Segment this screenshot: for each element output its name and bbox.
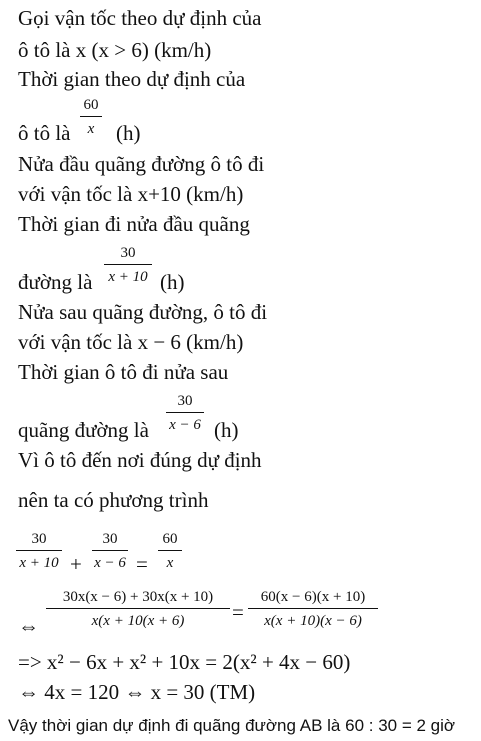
text-line-14: nên ta có phương trình bbox=[18, 488, 209, 512]
eq1-fraction-c bbox=[158, 530, 182, 572]
eq3-line: => x² − 6x + x² + 10x = 2(x² + 4x − 60) bbox=[18, 650, 351, 674]
fraction-denominator: x + 10 bbox=[108, 269, 148, 285]
fraction-numerator: 60 bbox=[83, 97, 99, 113]
fraction-denominator: x − 6 bbox=[169, 417, 201, 433]
fraction-numerator: 60(x − 6)(x + 10) bbox=[260, 589, 366, 605]
conclusion-text: Vậy thời gian dự định đi quãng đường AB là 60 : 30 = 2 giờ bbox=[8, 716, 456, 735]
text-line-6: với vận tốc là x+10 (km/h) bbox=[18, 182, 244, 206]
eq1-plus-sign: + bbox=[70, 552, 82, 576]
eq2-right-fraction bbox=[248, 588, 378, 630]
eq4-line: ⇔ 4x = 120 ⇔ x = 30 (TM) bbox=[18, 680, 256, 704]
eq2-left-fraction bbox=[46, 588, 230, 630]
fraction-numerator: 30 bbox=[177, 393, 193, 409]
unit-hours-2: (h) bbox=[160, 270, 185, 294]
fraction-bar bbox=[80, 116, 102, 117]
text-line-9: Nửa sau quãng đường, ô tô đi bbox=[18, 300, 268, 324]
fraction-60-over-x bbox=[80, 96, 102, 138]
eq1-fraction-a bbox=[16, 530, 62, 572]
fraction-numerator: 30x(x − 6) + 30x(x + 10) bbox=[62, 589, 214, 605]
eq2-equals-sign: = bbox=[232, 600, 244, 624]
fraction-30-over-x-minus-6 bbox=[166, 392, 204, 434]
fraction-30-over-x-plus-10 bbox=[104, 244, 152, 286]
fraction-numerator: 30 bbox=[120, 245, 136, 261]
eq2-equivalence-arrow: ⇔ bbox=[18, 614, 39, 638]
fraction-bar bbox=[166, 412, 204, 413]
text-line-1: Gọi vận tốc theo dự định của bbox=[18, 6, 262, 30]
fraction-denominator: x − 6 bbox=[94, 555, 126, 571]
text-line-12-label: quãng đường là bbox=[18, 418, 149, 442]
unit-hours-1: (h) bbox=[116, 121, 141, 145]
eq1-equals-sign: = bbox=[136, 552, 148, 576]
text-line-13: Vì ô tô đến nơi đúng dự định bbox=[18, 448, 262, 472]
text-line-3: Thời gian theo dự định của bbox=[18, 67, 246, 91]
fraction-bar bbox=[16, 550, 62, 551]
fraction-denominator: x bbox=[166, 555, 174, 571]
text-line-2: ô tô là x (x > 6) (km/h) bbox=[18, 38, 212, 62]
fraction-numerator: 30 bbox=[102, 531, 118, 547]
text-line-10: với vận tốc là x − 6 (km/h) bbox=[18, 330, 244, 354]
text-line-4-label: ô tô là bbox=[18, 121, 71, 145]
fraction-bar bbox=[46, 608, 230, 609]
fraction-numerator: 30 bbox=[31, 531, 47, 547]
unit-hours-3: (h) bbox=[214, 418, 239, 442]
text-line-8-label: đường là bbox=[18, 270, 93, 294]
fraction-bar bbox=[158, 550, 182, 551]
text-line-7: Thời gian đi nửa đầu quãng bbox=[18, 212, 250, 236]
text-line-5: Nửa đầu quãng đường ô tô đi bbox=[18, 152, 265, 176]
fraction-denominator: x(x + 10)(x − 6) bbox=[264, 613, 362, 629]
eq1-fraction-b bbox=[92, 530, 128, 572]
fraction-bar bbox=[248, 608, 378, 609]
text-line-11: Thời gian ô tô đi nửa sau bbox=[18, 360, 229, 384]
fraction-denominator: x bbox=[87, 121, 95, 137]
fraction-denominator: x + 10 bbox=[19, 555, 59, 571]
fraction-denominator: x(x + 10(x + 6) bbox=[91, 613, 185, 629]
fraction-bar bbox=[104, 264, 152, 265]
fraction-bar bbox=[92, 550, 128, 551]
fraction-numerator: 60 bbox=[162, 531, 178, 547]
